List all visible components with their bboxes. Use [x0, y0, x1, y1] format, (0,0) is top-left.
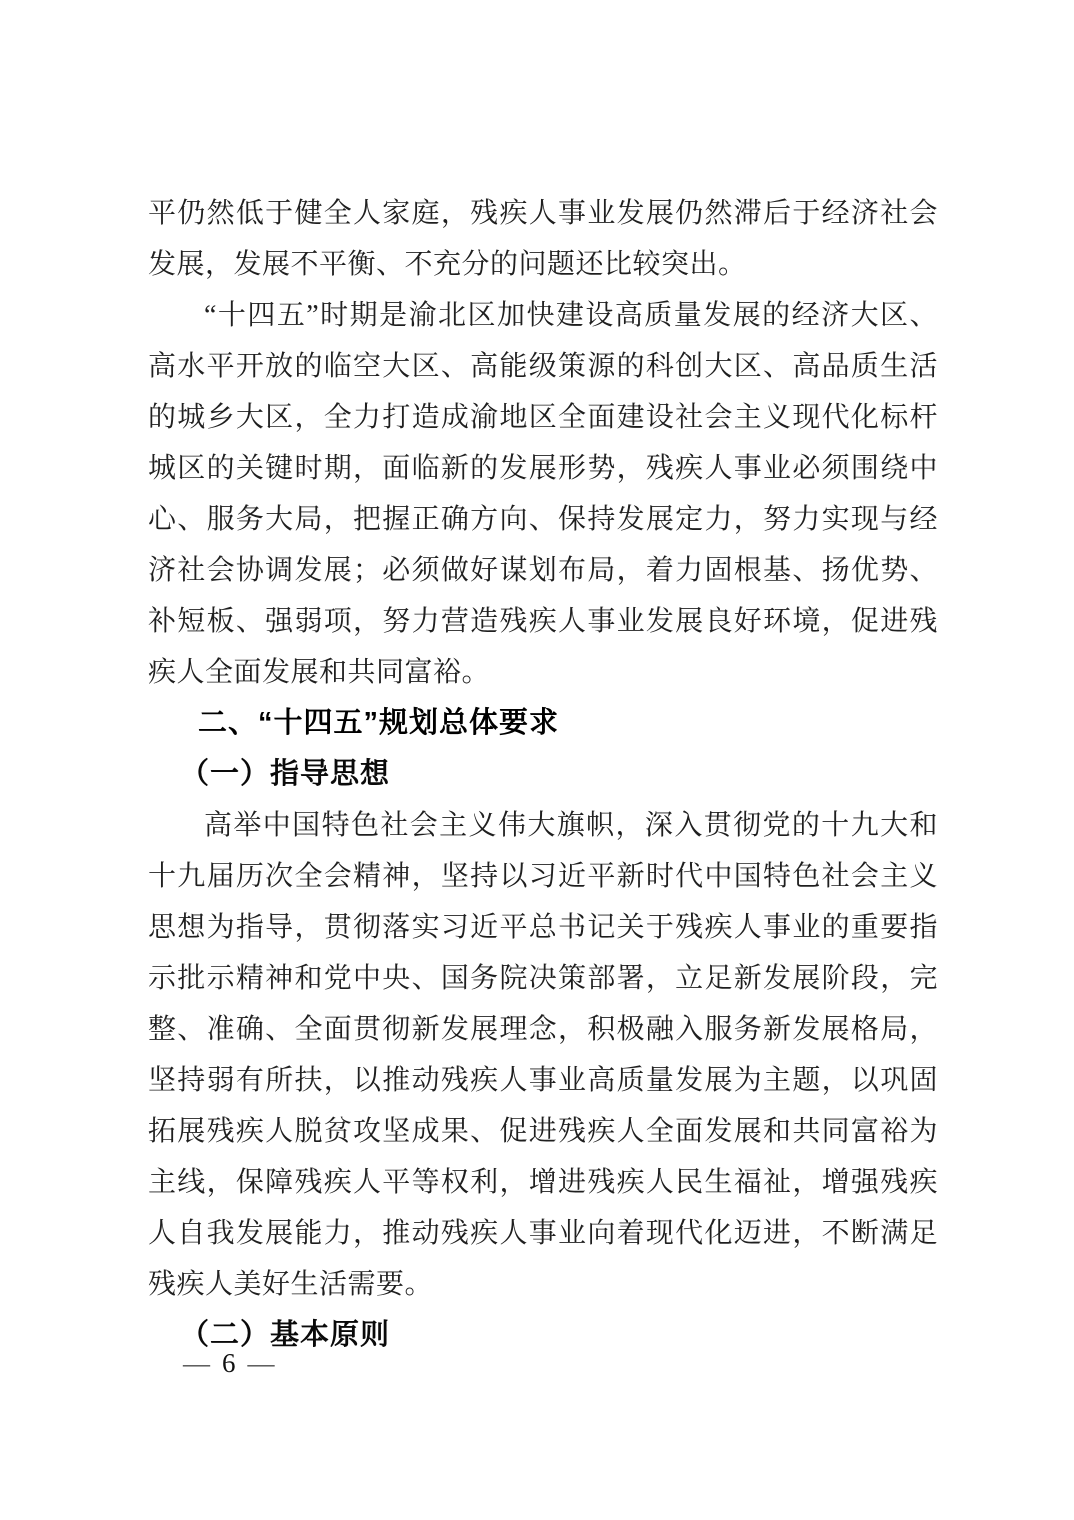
subheading-guiding-ideology: （一）指导思想 — [180, 758, 391, 790]
section-heading: 二、“十四五”规划总体要求 — [198, 707, 560, 739]
footer-dash-left: — — [183, 1348, 212, 1378]
page-number: 6 — [222, 1348, 238, 1378]
page-footer — [177, 1348, 283, 1378]
paragraph-continuation: 平仍然低于健全人家庭，残疾人事业发展仍然滞后于经济社会发展，发展不平衡、不充分的问题还比较突出。 — [148, 198, 938, 280]
subheading-basic-principles: （二）基本原则 — [180, 1319, 391, 1351]
footer-dash-right: — — [247, 1348, 277, 1378]
paragraph-shisiwu-period: “十四五”时期是渝北区加快建设高质量发展的经济大区、高水平开放的临空大区、高能级策源的科创大区、高品质生活的城乡大区，全力打造成渝地区全面建设社会主义现代化标杆城区的关键时期，面临新的发展形势，残疾人事业必须围绕中心、服务大局，把握正确方向、保持发展定力，努力实现与经济社会协调发展；必须做好谋划布局，着力固根基、扬优势、补短板、强弱项，努力营造残疾人事业发展良好环境，促进残疾人全面发展和共同富裕。 — [148, 300, 938, 688]
paragraph-guiding-ideology-body: 高举中国特色社会主义伟大旗帜，深入贯彻党的十九大和十九届历次全会精神，坚持以习近平新时代中国特色社会主义思想为指导，贯彻落实习近平总书记关于残疾人事业的重要指示批示精神和党中央、国务院决策部署，立足新发展阶段，完整、准确、全面贯彻新发展理念，积极融入服务新发展格局，坚持弱有所扶，以推动残疾人事业高质量发展为主题，以巩固拓展残疾人脱贫攻坚成果、促进残疾人全面发展和共同富裕为主线，保障残疾人平等权利，增进残疾人民生福祉，增强残疾人自我发展能力，推动残疾人事业向着现代化迈进，不断满足残疾人美好生活需要。 — [148, 810, 938, 1300]
document-body — [148, 188, 938, 1361]
